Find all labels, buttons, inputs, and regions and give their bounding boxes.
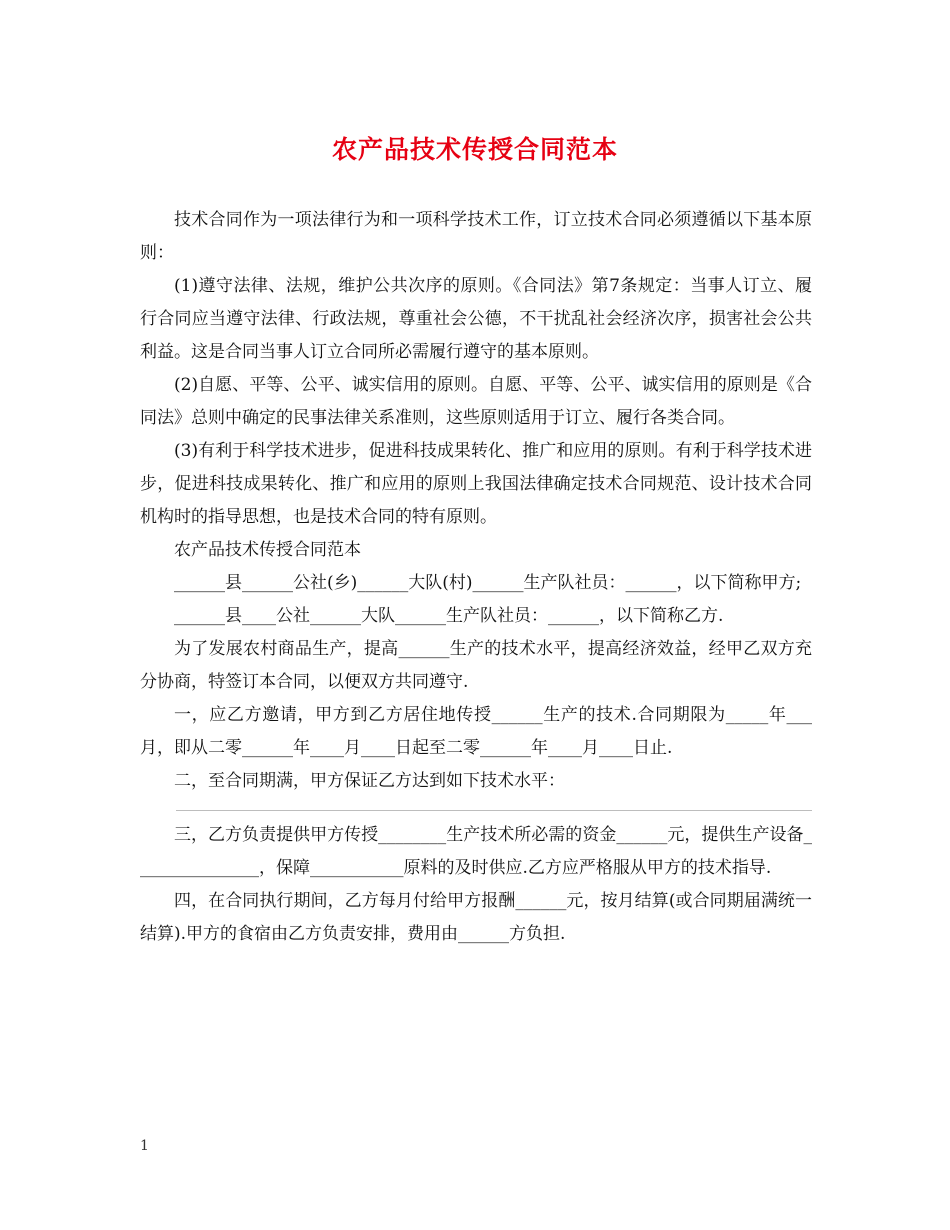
paragraph-intro: 技术合同作为一项法律行为和一项科学技术工作，订立技术合同必须遵循以下基本原则： bbox=[140, 210, 812, 263]
page-number: 1 bbox=[140, 1138, 149, 1154]
paragraph-clause-2: 二，至合同期满，甲方保证乙方达到如下技术水平： bbox=[174, 771, 565, 791]
blank-fill-line bbox=[176, 810, 812, 811]
paragraph-principle-3: (3)有利于科学技术进步，促进科技成果转化、推广和应用的原则。有利于科学技术进步，促进科技成果转化、推广和应用的原则上我国法律确定技术合同规范、设计技术合同机构时的指导思想，也是技术合同的特有原则。 bbox=[140, 441, 812, 527]
paragraph-principle-2: (2)自愿、平等、公平、诚实信用的原则。自愿、平等、公平、诚实信用的原则是《合同法》总则中确定的民事法律关系准则，这些原则适用于订立、履行各类合同。 bbox=[140, 375, 812, 428]
paragraph-party-b: ______县____公社______大队______生产队社员：______，以下简称乙方. bbox=[174, 606, 724, 626]
paragraph-clause-1: 一，应乙方邀请，甲方到乙方居住地传授______生产的技术.合同期限为_____年___月，即从二零______年____月____日起至二零______年____月____日止. bbox=[140, 705, 812, 758]
paragraph-party-a: ______县______公社(乡)______大队(村)______生产队社员：______，以下简称甲方; bbox=[174, 573, 802, 593]
paragraph-clause-4: 四，在合同执行期间，乙方每月付给甲方报酬______元，按月结算(或合同期届满统一结算).甲方的食宿由乙方负责安排，费用由______方负担. bbox=[140, 891, 812, 944]
paragraph-contract-heading: 农产品技术传授合同范本 bbox=[174, 540, 361, 560]
document-body bbox=[140, 204, 812, 951]
document-title: 农产品技术传授合同范本 bbox=[331, 135, 618, 164]
paragraph-clause-3: 三，乙方负责提供甲方传授________生产技术所必需的资金______元，提供生产设备_______________，保障___________原料的及时供应.乙方应严格服从甲方的技术指导. bbox=[140, 825, 812, 878]
paragraph-principle-1: (1)遵守法律、法规，维护公共次序的原则。《合同法》第7条规定：当事人订立、履行合同应当遵守法律、行政法规，尊重社会公德，不干扰乱社会经济次序，损害社会公共利益。这是合同当事人订立合同所必需履行遵守的基本原则。 bbox=[140, 276, 812, 362]
paragraph-purpose: 为了发展农村商品生产，提高______生产的技术水平，提高经济效益，经甲乙双方充分协商，特签订本合同，以便双方共同遵守. bbox=[140, 639, 812, 692]
